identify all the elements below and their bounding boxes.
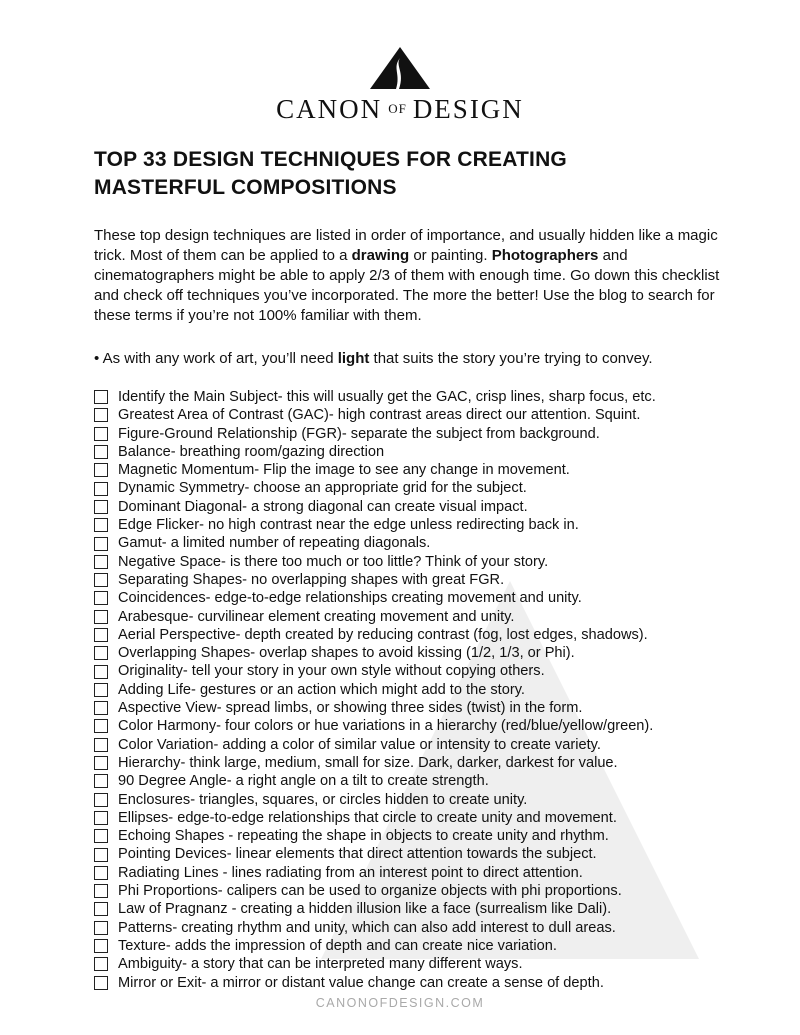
intro-paragraph [94, 226, 734, 326]
checklist-item [94, 882, 734, 900]
checklist-item [94, 626, 734, 644]
checkbox[interactable] [94, 591, 108, 605]
checkbox[interactable] [94, 555, 108, 569]
brand-name [0, 94, 800, 125]
checklist-item [94, 644, 734, 662]
checkbox[interactable] [94, 939, 108, 953]
checklist-item-label: Edge Flicker- no high contrast near the edge unless redirecting back in. [118, 517, 579, 534]
checklist-item [94, 388, 734, 406]
checklist-item [94, 662, 734, 680]
checklist-item-label: Ambiguity- a story that can be interpreted many different ways. [118, 956, 523, 973]
checkbox[interactable] [94, 408, 108, 422]
checkbox[interactable] [94, 537, 108, 551]
checklist-item-label: Negative Space- is there too much or too little? Think of your story. [118, 553, 549, 570]
checkbox[interactable] [94, 848, 108, 862]
checkbox[interactable] [94, 866, 108, 880]
checklist-item [94, 809, 734, 827]
checklist-item [94, 553, 734, 571]
checklist-item-label: Overlapping Shapes- overlap shapes to avoid kissing (1/2, 1/3, or Phi). [118, 645, 575, 662]
page-title [94, 146, 734, 202]
checkbox[interactable] [94, 500, 108, 514]
checklist-item-label: Greatest Area of Contrast (GAC)- high contrast areas direct our attention. Squint. [118, 407, 641, 424]
checklist-item [94, 461, 734, 479]
checklist-item-label: Mirror or Exit- a mirror or distant value change can create a sense of depth. [118, 974, 604, 991]
intro-bold-drawing: drawing [351, 247, 410, 264]
checklist-item [94, 699, 734, 717]
intro-text-2: or painting. [409, 247, 492, 264]
checklist-item-label: Echoing Shapes - repeating the shape in objects to create unity and rhythm. [118, 828, 609, 845]
checkbox[interactable] [94, 884, 108, 898]
checklist-item [94, 919, 734, 937]
checkbox[interactable] [94, 646, 108, 660]
brand-word-canon: CANON [276, 94, 383, 124]
title-line-1: TOP 33 DESIGN TECHNIQUES FOR CREATING [94, 148, 567, 171]
checklist-item [94, 425, 734, 443]
checklist-item [94, 717, 734, 735]
checklist-item [94, 681, 734, 699]
brand-word-of: OF [388, 101, 407, 116]
checkbox[interactable] [94, 573, 108, 587]
checklist-item-label: Gamut- a limited number of repeating diagonals. [118, 535, 431, 552]
checklist-item [94, 974, 734, 992]
checklist-item [94, 736, 734, 754]
checkbox[interactable] [94, 482, 108, 496]
checklist-item [94, 791, 734, 809]
intro-bold-photographers: Photographers [491, 247, 599, 264]
checklist-item-label: Arabesque- curvilinear element creating movement and unity. [118, 608, 515, 625]
checklist-item [94, 608, 734, 626]
checklist-item [94, 516, 734, 534]
checklist-item-label: Hierarchy- think large, medium, small for size. Dark, darker, darkest for value. [118, 754, 618, 771]
footer-url: CANONOFDESIGN.COM [315, 996, 485, 1010]
checklist-item-label: Ellipses- edge-to-edge relationships that circle to create unity and movement. [118, 809, 617, 826]
checkbox[interactable] [94, 390, 108, 404]
checklist-item-label: Aspective View- spread limbs, or showing three sides (twist) in the form. [118, 700, 583, 717]
checklist-item-label: Enclosures- triangles, squares, or circles hidden to create unity. [118, 791, 528, 808]
intro-text-3: and cinematographers might be able to apply 2/3 of them with enough time. Go down this checklist and check off techniques you’ve incorporated. The more the better! Use the blog to search for these terms if you’re not 100% familiar with them. [94, 247, 720, 324]
header [0, 46, 800, 125]
checkbox[interactable] [94, 738, 108, 752]
note-bold-light: light [337, 350, 370, 367]
checkbox[interactable] [94, 774, 108, 788]
checklist-item [94, 827, 734, 845]
checklist-item-label: Radiating Lines - lines radiating from an interest point to direct attention. [118, 864, 583, 881]
checkbox[interactable] [94, 829, 108, 843]
checkbox[interactable] [94, 665, 108, 679]
checklist-item-label: Identify the Main Subject- this will usually get the GAC, crisp lines, sharp focus, etc. [118, 389, 656, 405]
checkbox[interactable] [94, 811, 108, 825]
checklist-item-label: 90 Degree Angle- a right angle on a tilt to create strength. [118, 773, 489, 790]
checklist-item [94, 479, 734, 497]
checklist-item-label: Color Harmony- four colors or hue variations in a hierarchy (red/blue/yellow/green). [118, 718, 654, 735]
checklist-item-label: Dominant Diagonal- a strong diagonal can create visual impact. [118, 498, 528, 515]
checklist-item-label: Law of Pragnanz - creating a hidden illusion like a face (surrealism like Dali). [118, 901, 612, 918]
checklist-item-label: Color Variation- adding a color of similar value or intensity to create variety. [118, 736, 601, 753]
checkbox[interactable] [94, 463, 108, 477]
checklist-item-label: Originality- tell your story in your own style without copying others. [118, 663, 545, 680]
checklist-item-label: Balance- breathing room/gazing direction [118, 443, 385, 460]
checklist-item [94, 845, 734, 863]
checkbox[interactable] [94, 628, 108, 642]
checklist-item-label: Texture- adds the impression of depth and can create nice variation. [118, 937, 557, 954]
brand-word-design: DESIGN [412, 94, 524, 124]
checkbox[interactable] [94, 976, 108, 990]
checklist-item [94, 937, 734, 955]
checklist-item [94, 406, 734, 424]
checkbox[interactable] [94, 957, 108, 971]
note-text-1: • As with any work of art, you’ll need [94, 350, 338, 367]
checklist-item [94, 900, 734, 918]
checkbox[interactable] [94, 683, 108, 697]
checklist-item-label: Aerial Perspective- depth created by reducing contrast (fog, lost edges, shadows). [118, 626, 648, 643]
checklist-item [94, 498, 734, 516]
checkbox[interactable] [94, 793, 108, 807]
checkbox[interactable] [94, 756, 108, 770]
checkbox[interactable] [94, 518, 108, 532]
checkbox[interactable] [94, 427, 108, 441]
checklist-item [94, 772, 734, 790]
checklist-item [94, 443, 734, 461]
checklist-item-label: Adding Life- gestures or an action which might add to the story. [118, 681, 525, 698]
checklist-item-label: Separating Shapes- no overlapping shapes with great FGR. [118, 571, 505, 588]
intro-text-1: These top design techniques are listed in order of importance, and usually hidden like a magic trick. Most of them can be applied to a [94, 227, 718, 264]
checklist-item-label: Patterns- creating rhythm and unity, which can also add interest to dull areas. [118, 919, 616, 936]
checklist-item-label: Phi Proportions- calipers can be used to organize objects with phi proportions. [118, 883, 622, 900]
checklist-item-label: Magnetic Momentum- Flip the image to see any change in movement. [118, 462, 570, 479]
checklist-item-label: Dynamic Symmetry- choose an appropriate grid for the subject. [118, 480, 527, 497]
main-content [94, 146, 734, 992]
checkbox[interactable] [94, 921, 108, 935]
note-text-2: that suits the story you’re trying to convey. [369, 350, 653, 367]
checklist-item [94, 955, 734, 973]
checklist-item-label: Figure-Ground Relationship (FGR)- separate the subject from background. [118, 425, 600, 442]
checklist-item [94, 589, 734, 607]
checklist-item [94, 754, 734, 772]
checkbox[interactable] [94, 719, 108, 733]
checklist-item-label: Coincidences- edge-to-edge relationships creating movement and unity. [118, 590, 582, 607]
checklist-item [94, 864, 734, 882]
checkbox[interactable] [94, 610, 108, 624]
light-note [94, 349, 734, 369]
checkbox[interactable] [94, 701, 108, 715]
technique-checklist [94, 388, 734, 992]
checkbox[interactable] [94, 445, 108, 459]
checklist-item [94, 571, 734, 589]
canon-of-design-logo-icon [369, 46, 431, 90]
title-line-2: MASTERFUL COMPOSITIONS [94, 176, 397, 199]
checkbox[interactable] [94, 902, 108, 916]
checklist-item [94, 534, 734, 552]
checklist-item-label: Pointing Devices- linear elements that direct attention towards the subject. [118, 846, 597, 863]
